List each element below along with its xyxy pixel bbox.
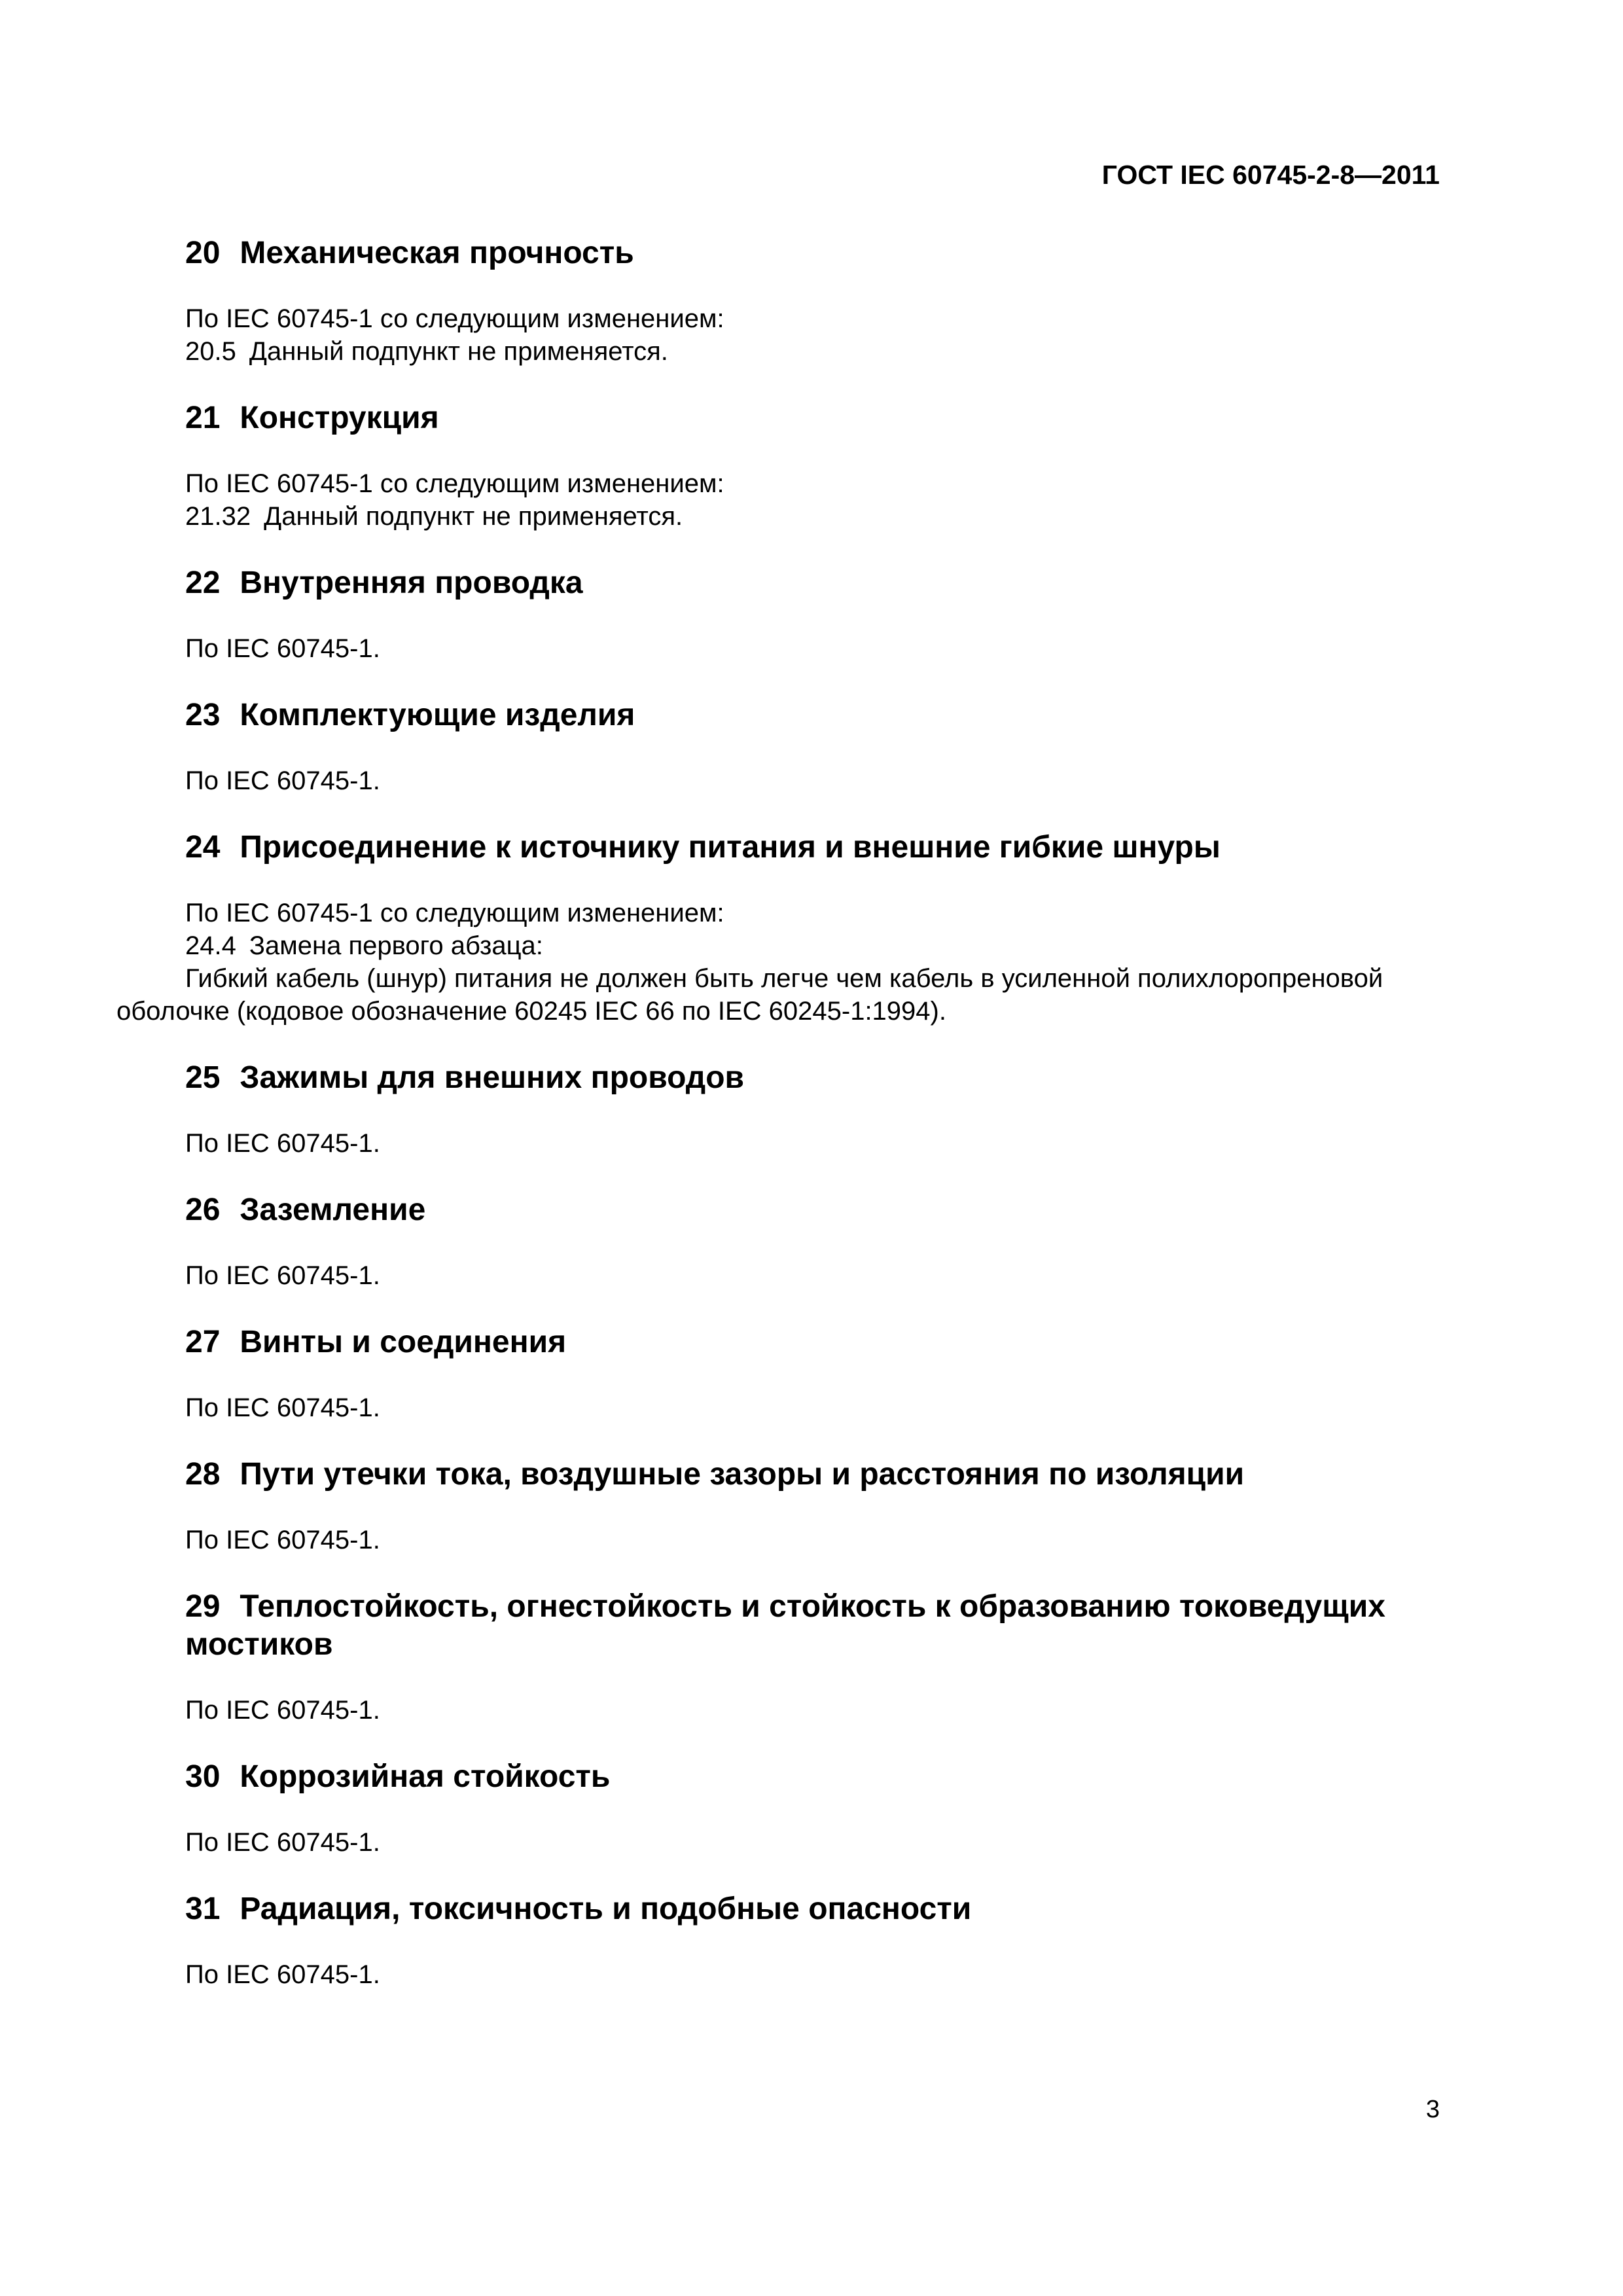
section-body xyxy=(185,1826,1440,1859)
section-heading xyxy=(185,1456,1440,1494)
section-title: Комплектующие изделия xyxy=(240,698,635,732)
section-title: Заземление xyxy=(240,1193,426,1227)
section-heading xyxy=(185,1059,1440,1097)
section-number: 29 xyxy=(185,1589,221,1624)
paragraph-text: По IEC 60745-1. xyxy=(185,1526,380,1554)
paragraph-text: По IEC 60745-1. xyxy=(185,1696,380,1725)
section-title: Винты и соединения xyxy=(240,1325,567,1359)
subclause-number: 20.5 xyxy=(185,337,236,366)
paragraph-text: По IEC 60745-1. xyxy=(185,1393,380,1422)
section-number: 31 xyxy=(185,1892,221,1926)
section-body xyxy=(185,1127,1440,1160)
section-31 xyxy=(185,1890,1440,1991)
section-title: Механическая прочность xyxy=(240,236,634,270)
section-26 xyxy=(185,1191,1440,1292)
paragraph-text: По IEC 60745-1. xyxy=(185,1960,380,1989)
section-body xyxy=(185,632,1440,665)
section-24 xyxy=(116,829,1440,1028)
section-number: 27 xyxy=(185,1325,221,1359)
section-heading xyxy=(185,564,1440,602)
body-paragraph xyxy=(185,1694,1440,1727)
section-title: Теплостойкость, огнестойкость и стойкость к образованию токоведущих мостиков xyxy=(185,1589,1385,1662)
paragraph-text: По IEC 60745-1 со следующим изменением: xyxy=(185,469,724,498)
subclause-line xyxy=(185,929,1440,962)
section-heading xyxy=(185,1890,1440,1928)
paragraph-text: По IEC 60745-1 со следующим изменением: xyxy=(185,304,724,333)
section-number: 25 xyxy=(185,1060,221,1095)
section-body xyxy=(185,1694,1440,1727)
section-body xyxy=(185,1524,1440,1556)
paragraph-text: По IEC 60745-1. xyxy=(185,1828,380,1857)
section-heading xyxy=(185,399,1440,437)
section-number: 24 xyxy=(185,830,221,865)
body-paragraph xyxy=(185,764,1440,797)
section-body xyxy=(185,764,1440,797)
body-paragraph xyxy=(185,897,1440,929)
section-title: Зажимы для внешних проводов xyxy=(240,1060,745,1095)
paragraph-text: По IEC 60745-1. xyxy=(185,634,380,663)
section-heading xyxy=(185,829,1440,867)
section-number: 23 xyxy=(185,698,221,732)
section-heading xyxy=(185,1588,1440,1664)
paragraph-text: По IEC 60745-1. xyxy=(185,766,380,795)
section-heading xyxy=(185,1758,1440,1796)
body-paragraph xyxy=(185,632,1440,665)
paragraph-text: Данный подпункт не применяется. xyxy=(264,502,683,531)
body-paragraph xyxy=(185,1958,1440,1991)
paragraph-text: Замена первого абзаца: xyxy=(249,931,543,960)
section-title: Пути утечки тока, воздушные зазоры и расстояния по изоляции xyxy=(240,1457,1245,1492)
document-header: ГОСТ IEC 60745-2-8—2011 xyxy=(1101,160,1440,190)
section-20 xyxy=(185,234,1440,368)
section-heading xyxy=(185,234,1440,272)
section-number: 22 xyxy=(185,565,221,600)
section-heading xyxy=(185,1323,1440,1361)
section-number: 21 xyxy=(185,401,221,435)
section-title: Внутренняя проводка xyxy=(240,565,583,600)
body-paragraph xyxy=(116,962,1440,1028)
section-body xyxy=(185,467,1440,533)
page-number: 3 xyxy=(1425,2096,1440,2123)
body-paragraph xyxy=(185,1127,1440,1160)
subclause-number: 21.32 xyxy=(185,502,251,531)
paragraph-text: По IEC 60745-1. xyxy=(185,1261,380,1290)
section-number: 28 xyxy=(185,1457,221,1492)
section-21 xyxy=(185,399,1440,533)
paragraph-text: По IEC 60745-1. xyxy=(185,1129,380,1158)
body-paragraph xyxy=(185,1524,1440,1556)
subclause-number: 24.4 xyxy=(185,931,236,960)
section-title: Конструкция xyxy=(240,401,439,435)
section-25 xyxy=(185,1059,1440,1160)
section-heading xyxy=(185,1191,1440,1229)
paragraph-text: По IEC 60745-1 со следующим изменением: xyxy=(185,899,724,927)
section-body xyxy=(185,302,1440,368)
section-23 xyxy=(185,696,1440,797)
document-body xyxy=(116,234,1440,1991)
section-number: 20 xyxy=(185,236,221,270)
section-title: Радиация, токсичность и подобные опасности xyxy=(240,1892,972,1926)
section-number: 30 xyxy=(185,1759,221,1794)
body-paragraph xyxy=(185,1826,1440,1859)
section-body xyxy=(185,1958,1440,1991)
body-paragraph xyxy=(185,1259,1440,1292)
section-title: Присоединение к источнику питания и внешние гибкие шнуры xyxy=(240,830,1221,865)
body-paragraph xyxy=(185,1391,1440,1424)
body-paragraph xyxy=(185,302,1440,335)
paragraph-text: Данный подпункт не применяется. xyxy=(249,337,668,366)
section-number: 26 xyxy=(185,1193,221,1227)
section-body xyxy=(185,1391,1440,1424)
section-29 xyxy=(185,1588,1440,1727)
subclause-line xyxy=(185,335,1440,368)
section-title: Коррозийная стойкость xyxy=(240,1759,611,1794)
section-heading xyxy=(185,696,1440,734)
section-22 xyxy=(185,564,1440,665)
paragraph-text: Гибкий кабель (шнур) питания не должен быть легче чем кабель в усиленной полихлоропреновой оболочке (кодовое обозначение 60245 IEC 66 по IEC 60245-1:1994). xyxy=(116,964,1383,1026)
section-27 xyxy=(185,1323,1440,1424)
section-body xyxy=(185,1259,1440,1292)
section-28 xyxy=(185,1456,1440,1556)
body-paragraph xyxy=(185,467,1440,500)
subclause-line xyxy=(185,500,1440,533)
section-30 xyxy=(185,1758,1440,1859)
section-body xyxy=(116,897,1440,1028)
